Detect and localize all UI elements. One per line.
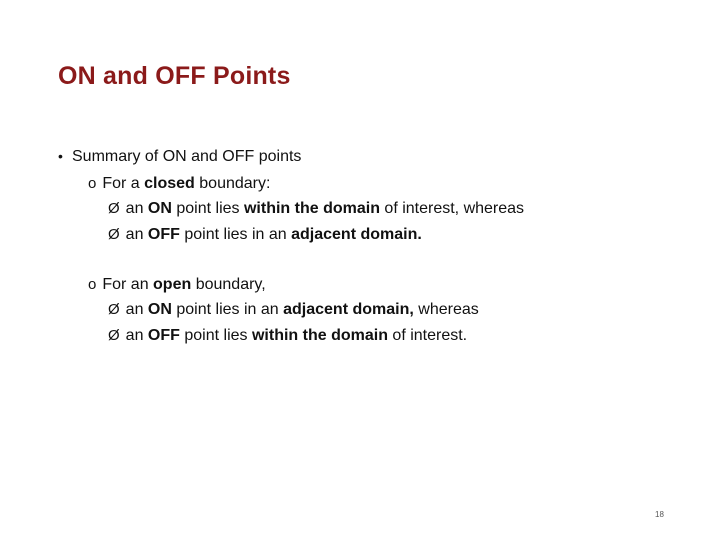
bullet-dot-icon: • <box>58 148 63 164</box>
summary-bullet: Summary of ON and OFF points <box>72 148 302 165</box>
open-on-point-item: Ø an ON point lies in an adjacent domain, whereas <box>108 301 479 318</box>
closed-on-point-item: Ø an ON point lies within the domain of interest, whereas <box>108 200 525 217</box>
arrow-bullet-icon: Ø <box>108 200 120 217</box>
circle-bullet-icon: o <box>88 276 97 293</box>
arrow-bullet-icon: Ø <box>108 301 120 318</box>
slide-title: ON and OFF Points <box>58 62 291 90</box>
page-number: 18 <box>655 510 664 519</box>
open-off-point-item: Ø an OFF point lies within the domain of interest. <box>108 327 468 344</box>
closed-off-point-item: Ø an OFF point lies in an adjacent domain. <box>108 226 422 243</box>
arrow-bullet-icon: Ø <box>108 226 120 243</box>
arrow-bullet-icon: Ø <box>108 327 120 344</box>
closed-boundary-item: o For a closed boundary: <box>88 175 271 192</box>
open-boundary-item: o For an open boundary, <box>88 276 266 293</box>
circle-bullet-icon: o <box>88 175 97 192</box>
